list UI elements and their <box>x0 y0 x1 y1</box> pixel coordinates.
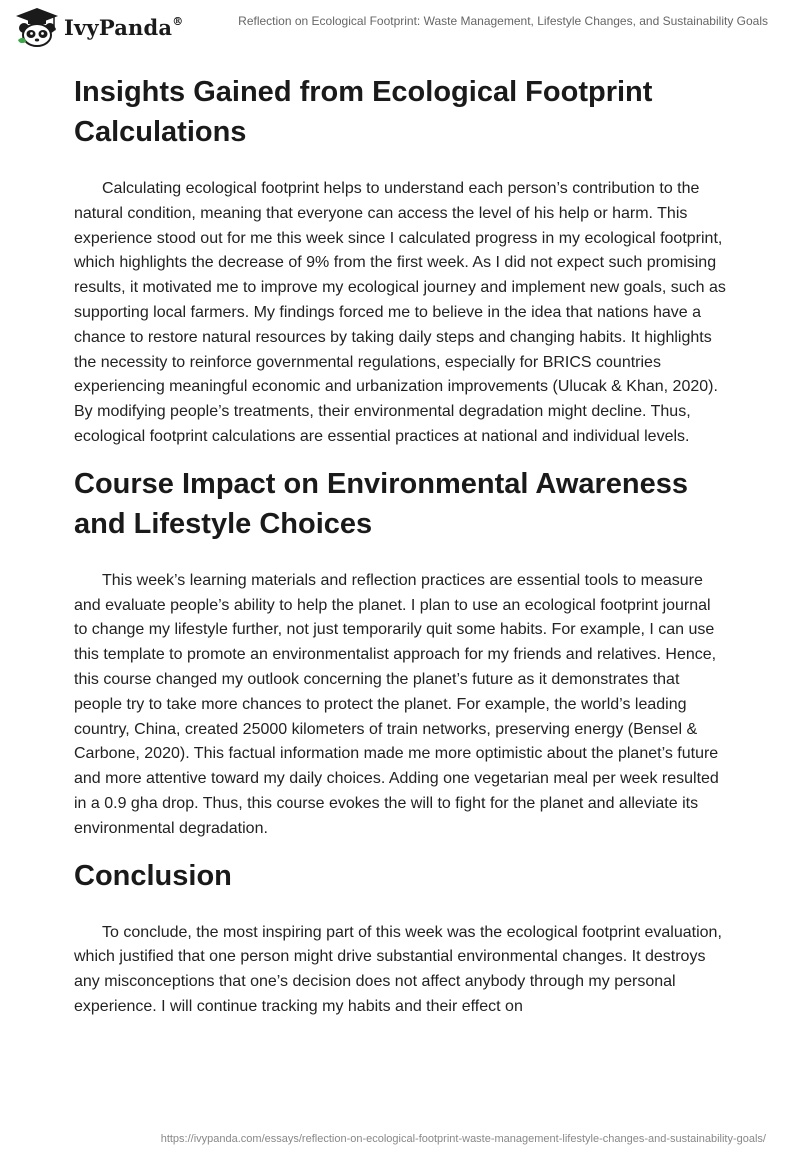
section-paragraph-insights: Calculating ecological footprint helps to understand each person’s contribution to the natural condition, meaning that everyone can access the level of his help or harm. This experience stood out for me this week since I calculated progress in my ecological footprint, which highlights the decrease of 9% from the first week. As I did not expect such promising results, it motivated me to improve my ecological journey and implement new goals, such as supporting local farmers. My findings forced me to believe in the idea that nations have a chance to restore natural resources by taking daily steps and changing habits. It highlights the necessity to reinforce governmental regulations, especially for BRICS countries experiencing meaningful economic and urbanization improvements (Ulucak & Khan, 2020). By modifying people’s treatments, their environmental degradation might decline. Thus, ecological footprint calculations are essential practices at national and individual levels. <box>74 180 726 445</box>
page-header <box>0 0 800 60</box>
section-heading-insights: Insights Gained from Ecological Footprint Calculations <box>74 76 653 148</box>
section-paragraph-conclusion: To conclude, the most inspiring part of this week was the ecological footprint evaluation, which justified that one person might drive substantial environmental changes. It destroys any misconceptions that one’s decision does not affect anybody through my personal experience. I will continue tracking my habits and their effect on <box>74 923 722 1015</box>
logo-wordmark: IvyPanda® <box>64 14 184 40</box>
section-heading-course-impact: Course Impact on Environmental Awareness and Lifestyle Choices <box>74 467 689 540</box>
essay-content <box>74 72 728 1020</box>
section-heading-conclusion: Conclusion <box>74 859 232 892</box>
section-paragraph-course-impact: This week’s learning materials and reflection practices are essential tools to measure and evaluate people’s ability to help the planet. I plan to use an ecological footprint journal to change my lifestyle further, not just temporarily quit some habits. For example, I can use this template to promote an environmentalist approach for my friends and relatives. Hence, this course changed my outlook concerning the planet’s future as it demonstrates that people try to take more chances to protect the planet. For example, the world’s leading country, China, created 25000 kilometers of train networks, preserving energy (Bensel & Carbone, 2020). This factual information made me more optimistic about the planet’s future and more attentive toward my daily choices. Adding one vegetarian meal per week resulted in a 0.9 gha drop. Thus, this course evokes the will to fight for the planet and alleviate its environmental degradation. <box>74 571 719 837</box>
document-title: Reflection on Ecological Footprint: Waste Management, Lifestyle Changes, and Sustainability Goals <box>238 14 768 28</box>
panda-graduate-icon <box>14 6 60 48</box>
ivypanda-logo[interactable] <box>14 6 183 48</box>
source-url[interactable]: https://ivypanda.com/essays/reflection-on-ecological-footprint-waste-management-lifestyle-changes-and-sustainability-goals/ <box>160 1133 766 1145</box>
